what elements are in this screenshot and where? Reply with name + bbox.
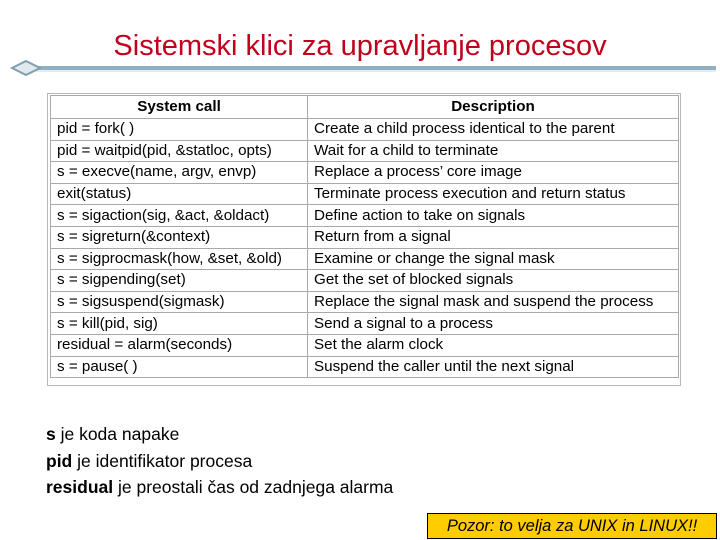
- table-row: [51, 248, 679, 270]
- system-call-cell: s = sigprocmask(how, &set, &old): [51, 248, 308, 270]
- description-cell: Get the set of blocked signals: [308, 270, 679, 292]
- description-cell: Create a child process identical to the parent: [308, 119, 679, 141]
- table-row: [51, 291, 679, 313]
- legend-term: residual: [46, 477, 114, 497]
- table-row: [51, 119, 679, 141]
- description-cell: Terminate process execution and return status: [308, 183, 679, 205]
- system-call-cell: s = sigreturn(&context): [51, 226, 308, 248]
- table-row: [51, 270, 679, 292]
- system-call-cell: s = pause( ): [51, 356, 308, 378]
- description-cell: Wait for a child to terminate: [308, 140, 679, 162]
- table-row: [51, 226, 679, 248]
- legend-text: je identifikator procesa: [72, 450, 253, 471]
- system-call-table: [50, 95, 679, 378]
- description-cell: Set the alarm clock: [308, 334, 679, 356]
- description-cell: Replace the signal mask and suspend the process: [308, 291, 679, 313]
- legend-item: [46, 421, 393, 448]
- description-cell: Define action to take on signals: [308, 205, 679, 227]
- legend-term: pid: [46, 450, 73, 471]
- diamond-ornament: [12, 61, 40, 75]
- system-call-cell: pid = fork( ): [51, 119, 308, 141]
- legend-item: [46, 448, 393, 475]
- system-call-cell: exit(status): [51, 183, 308, 205]
- description-cell: Return from a signal: [308, 226, 679, 248]
- system-call-cell: s = kill(pid, sig): [51, 313, 308, 335]
- table-row: [51, 356, 679, 378]
- table-header-row: [51, 96, 679, 119]
- slide-title: Sistemski klici za upravljanje procesov: [113, 30, 607, 62]
- legend: [46, 421, 393, 501]
- legend-text: je preostali čas od zadnjega alarma: [113, 477, 394, 497]
- title-rule: [0, 58, 720, 80]
- description-cell: Replace a process’ core image: [308, 162, 679, 184]
- description-cell: Send a signal to a process: [308, 313, 679, 335]
- system-call-cell: pid = waitpid(pid, &statloc, opts): [51, 140, 308, 162]
- table-row: [51, 183, 679, 205]
- table-row: [51, 334, 679, 356]
- column-header-description: Description: [308, 96, 679, 119]
- system-call-cell: s = sigpending(set): [51, 270, 308, 292]
- legend-item: [46, 474, 393, 501]
- legend-term: s: [46, 424, 56, 444]
- column-header-system-call: System call: [51, 96, 308, 119]
- legend-text: je koda napake: [55, 424, 180, 444]
- description-cell: Suspend the caller until the next signal: [308, 356, 679, 378]
- table-row: [51, 205, 679, 227]
- system-call-cell: residual = alarm(seconds): [51, 334, 308, 356]
- table-row: [51, 162, 679, 184]
- table-row: [51, 313, 679, 335]
- warning-note: Pozor: to velja za UNIX in LINUX!!: [427, 513, 717, 539]
- description-cell: Examine or change the signal mask: [308, 248, 679, 270]
- system-call-cell: s = sigaction(sig, &act, &oldact): [51, 205, 308, 227]
- table-row: [51, 140, 679, 162]
- system-call-cell: s = execve(name, argv, envp): [51, 162, 308, 184]
- system-call-cell: s = sigsuspend(sigmask): [51, 291, 308, 313]
